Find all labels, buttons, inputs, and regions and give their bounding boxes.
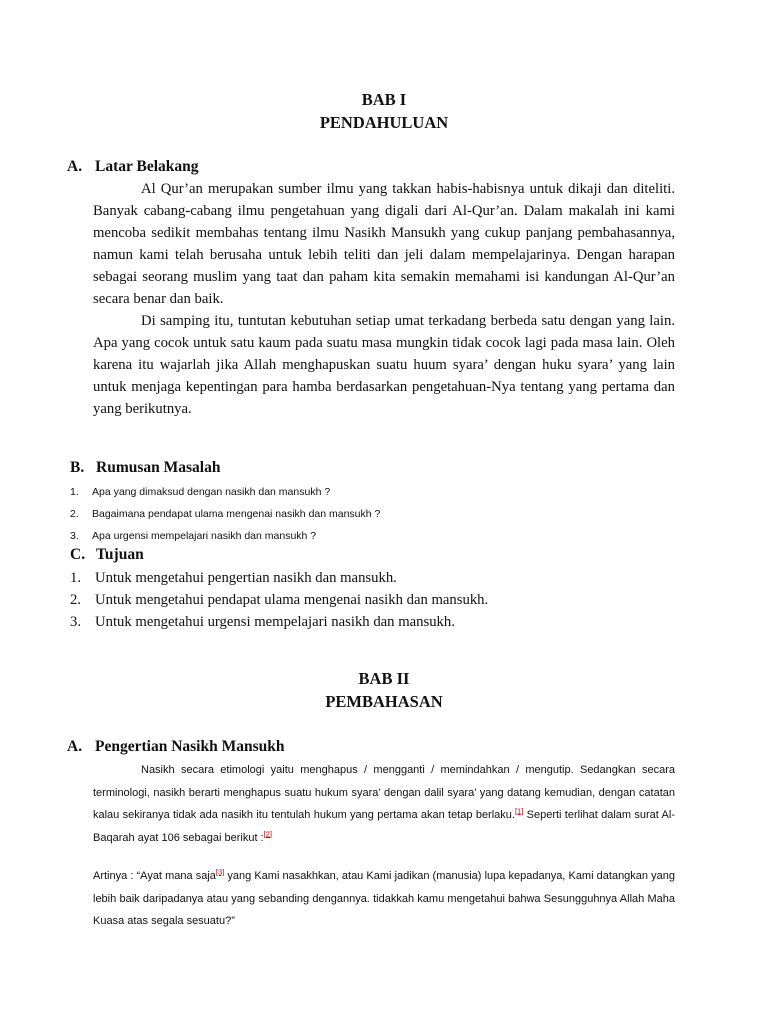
paragraph-text: Seperti terlihat dalam surat Al-Baqarah ayat 106 sebagai berikut : xyxy=(93,809,676,844)
paragraph-latar-belakang-1 xyxy=(93,178,675,310)
list-text: Apa urgensi mempelajari nasikh dan mansukh ? xyxy=(92,530,317,542)
list-number: 3. xyxy=(70,530,79,542)
list-item xyxy=(70,503,380,525)
section-letter: C. xyxy=(70,546,86,563)
paragraph-text: Di samping itu, tuntutan kebutuhan setiap umat terkadang berbeda satu dengan yang lain. Apa yang cocok untuk satu kaum pada suatu masa mungkin tidak cocok lagi pada masa lain. Oleh karena itu wajarlah jika Allah menghapuskan suatu huum syara’ dengan huku syara’ yang lain untuk menjaga kepentingan para hamba berdasarkan pengetahuan-Nya tentang yang pertama dan yang berikutnya. xyxy=(93,313,675,417)
section-letter: A. xyxy=(67,738,83,755)
list-item xyxy=(70,589,488,611)
section-heading-latar-belakang xyxy=(67,157,199,177)
paragraph-latar-belakang-2 xyxy=(93,310,675,420)
section-title: Pengertian Nasikh Mansukh xyxy=(95,738,285,755)
list-text: Untuk mengetahui pendapat ulama mengenai nasikh dan mansukh. xyxy=(95,592,489,608)
section-title: Rumusan Masalah xyxy=(96,459,221,476)
list-item xyxy=(70,481,380,503)
paragraph-text: Nasikh secara etimologi yaitu menghapus / mengganti / memindahkan / mengutip. Sedangkan secara terminologi, nasikh berarti menghapus suatu hukum syara’ dengan dalil syara’ yang datang kemudian, dengan catatan kalau sekiranya tidak ada nasikh itu tentulah hukum yang pertama akan tetap berlaku. xyxy=(93,764,675,821)
list-text: Untuk mengetahui pengertian nasikh dan mansukh. xyxy=(95,570,397,586)
tujuan-list xyxy=(70,567,488,633)
chapter-subtitle: PENDAHULUAN xyxy=(319,113,449,132)
list-item xyxy=(70,525,380,547)
section-heading-rumusan-masalah xyxy=(70,458,220,478)
list-text: Untuk mengetahui urgensi mempelajari nasikh dan mansukh. xyxy=(95,614,455,630)
list-number: 1. xyxy=(70,570,82,586)
list-item xyxy=(70,611,488,633)
paragraph-text: yang Kami nasakhkan, atau Kami jadikan (manusia) lupa kepadanya, Kami datangkan yang lebih baik daripadanya atau yang sebanding dengannya. tidakkah kamu mengetahui bahwa Sesungguhnya Allah Maha Kuasa atas segala sesuatu?” xyxy=(93,870,675,927)
footnote-link-1[interactable]: [1] xyxy=(514,806,524,816)
section-letter: B. xyxy=(70,459,85,476)
chapter-title: BAB I xyxy=(361,90,407,109)
chapter-subtitle: PEMBAHASAN xyxy=(325,692,443,711)
paragraph-text: Al Qur’an merupakan sumber ilmu yang takkan habis-habisnya untuk dikaji dan diteliti. Banyak cabang-cabang ilmu pengetahuan yang digali dari Al-Qur’an. Dalam makalah ini kami mencoba sedikit membahas tentang ilmu Nasikh Mansukh yang cukup panjang pembahasannya, namun kami telah berusaha untuk lebih teliti dan jeli dalam mempelajarinya. Dengan harapan sebagai seorang muslim yang taat dan paham kita semakin memahami isi kandungan Al-Qur’an secara benar dan baik. xyxy=(93,181,675,307)
section-heading-pengertian xyxy=(67,737,284,757)
list-number: 3. xyxy=(70,614,82,630)
paragraph-pengertian-1 xyxy=(93,759,675,849)
chapter-title: BAB II xyxy=(358,669,410,688)
paragraph-text: Artinya : “Ayat mana saja xyxy=(93,870,216,882)
footnote-link-3[interactable]: [3] xyxy=(215,867,225,877)
list-number: 2. xyxy=(70,508,79,520)
section-heading-tujuan xyxy=(70,545,144,565)
list-item xyxy=(70,567,488,589)
paragraph-artinya xyxy=(93,865,675,933)
section-title: Tujuan xyxy=(96,546,144,563)
list-number: 2. xyxy=(70,592,82,608)
list-text: Apa yang dimaksud dengan nasikh dan mansukh ? xyxy=(92,486,331,498)
list-text: Bagaimana pendapat ulama mengenai nasikh dan mansukh ? xyxy=(92,508,381,520)
footnote-link-2[interactable]: [2] xyxy=(263,828,272,838)
list-number: 1. xyxy=(70,486,79,498)
section-title: Latar Belakang xyxy=(95,158,199,175)
rumusan-masalah-list xyxy=(70,481,380,547)
section-letter: A. xyxy=(67,158,83,175)
